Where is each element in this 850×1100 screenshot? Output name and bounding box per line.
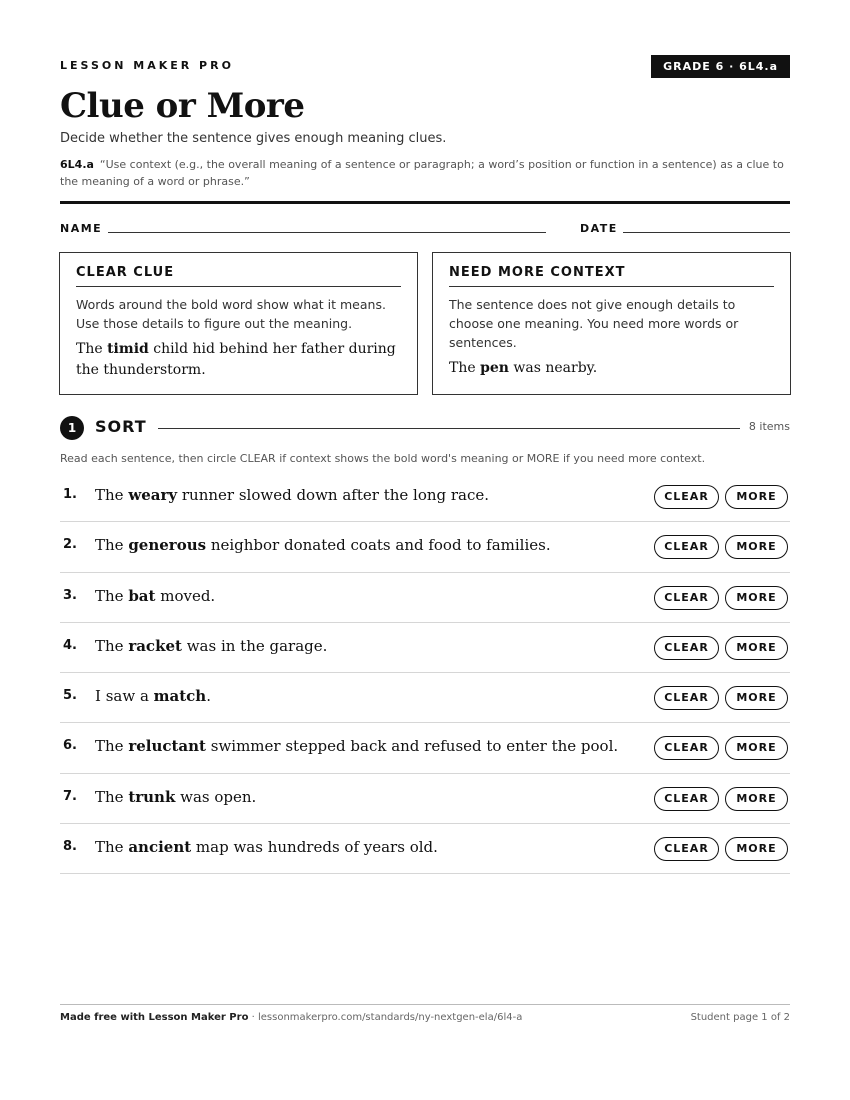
date-field[interactable] xyxy=(623,232,790,233)
clear-clue-box xyxy=(59,252,418,395)
sentence-list xyxy=(60,472,790,874)
sentence-text: I saw a xyxy=(95,687,154,706)
sentence-text: map was hundreds of years old. xyxy=(191,838,438,857)
example-bold-word: timid xyxy=(107,341,149,357)
name-date-row xyxy=(60,222,790,238)
item-number: 8. xyxy=(63,839,77,855)
more-choice-button[interactable]: MORE xyxy=(725,636,788,660)
sentence-text: runner slowed down after the long race. xyxy=(177,486,490,504)
sentence-text: The xyxy=(95,838,129,857)
more-choice-button[interactable]: MORE xyxy=(725,837,788,861)
date-label: DATE xyxy=(580,222,618,235)
clear-choice-button[interactable]: CLEAR xyxy=(654,485,719,509)
item-number: 2. xyxy=(63,537,77,553)
footer-credit xyxy=(60,1012,522,1023)
sentence-text: The xyxy=(95,636,129,655)
section-title: SORT xyxy=(95,417,147,436)
list-item xyxy=(60,824,790,874)
sentence-text: The xyxy=(95,737,129,756)
list-item xyxy=(60,723,790,773)
standard-code: 6L4.a xyxy=(60,158,94,171)
page-subtitle: Decide whether the sentence gives enough meaning clues. xyxy=(60,131,447,146)
more-choice-button[interactable]: MORE xyxy=(725,586,788,610)
section-divider xyxy=(158,428,740,429)
example-text: was nearby. xyxy=(508,360,598,376)
clear-clue-example xyxy=(76,339,401,381)
sentence-text: was in the garage. xyxy=(181,636,328,655)
list-item xyxy=(60,623,790,673)
item-sentence xyxy=(95,637,327,655)
footer-url[interactable]: · lessonmakerpro.com/standards/ny-nextgen-ela/6l4-a xyxy=(248,1012,523,1023)
more-choice-button[interactable]: MORE xyxy=(725,787,788,811)
item-number: 7. xyxy=(63,788,77,804)
name-field[interactable] xyxy=(108,232,546,233)
brand-name: LESSON MAKER PRO xyxy=(60,59,234,72)
sentence-bold-word: weary xyxy=(128,486,178,504)
item-number: 3. xyxy=(63,587,77,603)
more-choice-button[interactable]: MORE xyxy=(725,485,788,509)
section-number-badge: 1 xyxy=(60,416,84,440)
example-bold-word: pen xyxy=(480,360,509,376)
list-item xyxy=(60,774,790,824)
clear-choice-button[interactable]: CLEAR xyxy=(654,535,719,559)
need-more-context-description: The sentence does not give enough details to choose one meaning. You need more words or sentences. xyxy=(449,297,739,350)
list-item xyxy=(60,673,790,723)
clear-clue-title: CLEAR CLUE xyxy=(76,265,401,287)
clear-choice-button[interactable]: CLEAR xyxy=(654,586,719,610)
need-more-context-box xyxy=(432,252,791,395)
list-item xyxy=(60,522,790,572)
item-number: 5. xyxy=(63,688,77,704)
sentence-bold-word: reluctant xyxy=(128,737,206,756)
example-text: child hid behind her father during the thunderstorm. xyxy=(76,341,396,378)
header-divider xyxy=(60,201,790,204)
more-choice-button[interactable]: MORE xyxy=(725,535,788,559)
more-choice-button[interactable]: MORE xyxy=(725,686,788,710)
clear-choice-button[interactable]: CLEAR xyxy=(654,686,719,710)
sentence-bold-word: trunk xyxy=(128,787,176,806)
list-item xyxy=(60,472,790,522)
example-text: The xyxy=(76,341,108,357)
item-number: 1. xyxy=(63,487,77,502)
item-sentence xyxy=(95,587,215,605)
footer-brand: Made free with Lesson Maker Pro xyxy=(60,1012,249,1023)
header-row xyxy=(60,55,790,79)
need-more-context-title: NEED MORE CONTEXT xyxy=(449,265,774,287)
item-sentence xyxy=(95,486,489,504)
section-header xyxy=(60,416,790,440)
clear-clue-description: Words around the bold word show what it means. Use those details to figure out the meaning. xyxy=(76,297,386,331)
sentence-bold-word: bat xyxy=(128,586,156,605)
sentence-text: swimmer stepped back and refused to enter the pool. xyxy=(205,737,619,756)
clear-choice-button[interactable]: CLEAR xyxy=(654,736,719,760)
sentence-bold-word: ancient xyxy=(128,838,192,857)
standard-description xyxy=(60,156,790,190)
item-sentence xyxy=(95,687,211,705)
sentence-bold-word: racket xyxy=(128,636,182,655)
item-sentence xyxy=(95,788,256,806)
sentence-bold-word: match xyxy=(153,687,207,706)
sentence-text: The xyxy=(95,536,129,555)
clear-choice-button[interactable]: CLEAR xyxy=(654,787,719,811)
need-more-context-example xyxy=(449,358,774,379)
sentence-bold-word: generous xyxy=(128,536,207,555)
item-sentence xyxy=(95,536,551,554)
item-number: 6. xyxy=(63,738,77,754)
instructions: Read each sentence, then circle CLEAR if context shows the bold word's meaning or MORE if you need more context. xyxy=(60,452,706,465)
list-item xyxy=(60,573,790,623)
sentence-text: The xyxy=(95,787,129,806)
standard-text: “Use context (e.g., the overall meaning of a sentence or paragraph; a word’s position or function in a sentence) as a clue to the meaning of a word or phrase.” xyxy=(60,158,784,188)
sentence-text: moved. xyxy=(155,586,216,605)
clear-choice-button[interactable]: CLEAR xyxy=(654,837,719,861)
item-count: 8 items xyxy=(748,420,790,433)
page-title: Clue or More xyxy=(60,86,305,126)
name-label: NAME xyxy=(60,222,103,235)
example-text: The xyxy=(449,360,481,376)
sentence-text: . xyxy=(206,687,211,706)
item-sentence xyxy=(95,838,438,856)
sentence-text: The xyxy=(95,486,129,504)
sentence-text: The xyxy=(95,586,129,605)
sentence-text: neighbor donated coats and food to families. xyxy=(206,536,551,555)
item-sentence xyxy=(95,737,618,755)
more-choice-button[interactable]: MORE xyxy=(725,736,788,760)
item-number: 4. xyxy=(63,637,77,653)
footer-divider xyxy=(60,1004,790,1005)
grade-badge: GRADE 6 · 6L4.a xyxy=(651,55,790,78)
clear-choice-button[interactable]: CLEAR xyxy=(654,636,719,660)
page-indicator: Student page 1 of 2 xyxy=(690,1012,790,1023)
sentence-text: was open. xyxy=(175,787,257,806)
